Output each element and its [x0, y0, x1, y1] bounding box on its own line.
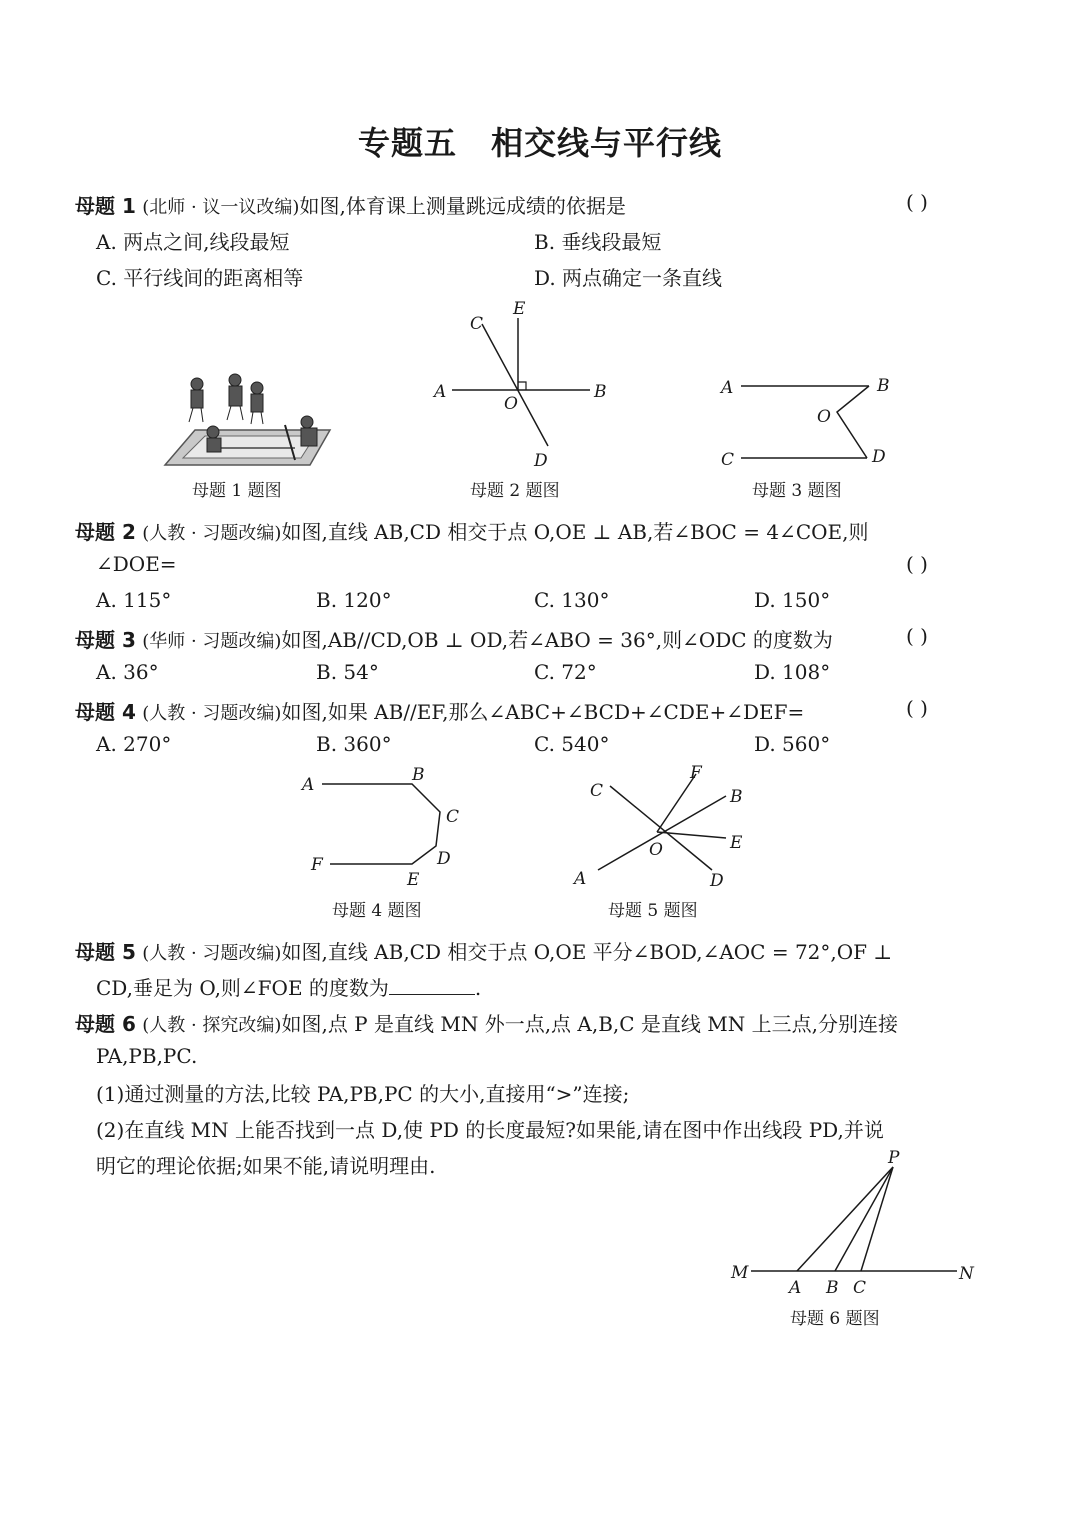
q2-stem: [75, 516, 868, 545]
fig4-label-f: F: [311, 855, 323, 875]
fig6-label-p: P: [888, 1148, 900, 1168]
figure-3: [715, 370, 905, 470]
fig6-label-m: M: [731, 1263, 749, 1283]
q2-option-d[interactable]: D. 150°: [754, 588, 831, 612]
fig3-label-a: A: [721, 378, 734, 398]
q4-option-a[interactable]: A. 270°: [96, 732, 172, 756]
fig5-caption: 母题 5 题图: [608, 901, 698, 921]
q6-sub-1: (1)通过测量的方法,比较 PA,PB,PC 的大小,直接用“>”连接;: [96, 1082, 630, 1106]
q5-text: 如图,直线 AB,CD 相交于点 O,OE 平分∠BOD,∠AOC = 72°,OF ⊥: [281, 940, 893, 964]
fig4-label-d: D: [437, 849, 451, 869]
q1-option-b[interactable]: B. 垂线段最短: [534, 230, 662, 254]
polyline-abcdef: [322, 784, 440, 864]
q4-source: (人教 · 习题改编): [142, 703, 282, 724]
q3-label: 母题 3: [75, 628, 136, 652]
q5-answer-blank[interactable]: [389, 978, 475, 995]
q6-stem: [75, 1008, 898, 1037]
segment-pb: [835, 1167, 893, 1271]
tape-area: [183, 436, 315, 458]
fig4-label-c: C: [446, 807, 460, 827]
fig5-label-c: C: [590, 781, 604, 801]
figure-1-illustration: [155, 370, 335, 470]
q6-source: (人教 · 探究改编): [142, 1015, 282, 1036]
segment-pc: [861, 1167, 893, 1271]
right-angle-mark: [518, 382, 526, 390]
q1-option-a[interactable]: A. 两点之间,线段最短: [96, 230, 290, 254]
q2-label: 母题 2: [75, 520, 136, 544]
q6-sub-2b: 明它的理论依据;如果不能,请说明理由.: [96, 1154, 436, 1178]
fig6-label-c: C: [853, 1278, 867, 1298]
q3-option-c[interactable]: C. 72°: [534, 660, 597, 684]
q1-stem: [75, 190, 626, 219]
fig3-label-c: C: [721, 450, 735, 470]
fig6-label-b: B: [826, 1278, 839, 1298]
q2-text: 如图,直线 AB,CD 相交于点 O,OE ⊥ AB,若∠BOC = 4∠COE,则: [281, 520, 869, 544]
q2-option-b[interactable]: B. 120°: [316, 588, 392, 612]
q6-label: 母题 6: [75, 1012, 136, 1036]
q4-option-b[interactable]: B. 360°: [316, 732, 392, 756]
fig4-label-b: B: [412, 765, 425, 785]
fig2-label-a: A: [434, 382, 447, 402]
q1-option-d[interactable]: D. 两点确定一条直线: [534, 266, 723, 290]
q1-label: 母题 1: [75, 194, 136, 218]
figure-4: [300, 762, 480, 892]
ray-oe: [657, 832, 726, 838]
fig3-label-b: B: [877, 376, 890, 396]
q2-option-a[interactable]: A. 115°: [96, 588, 172, 612]
q3-answer-paren[interactable]: ( ): [906, 624, 928, 648]
fig6-label-n: N: [959, 1264, 974, 1284]
q4-stem: [75, 696, 804, 725]
q1-answer-paren[interactable]: ( ): [906, 190, 928, 214]
q3-option-a[interactable]: A. 36°: [96, 660, 159, 684]
q6-text: 如图,点 P 是直线 MN 外一点,点 A,B,C 是直线 MN 上三点,分别连接: [281, 1012, 898, 1036]
title-part-1: 专题五: [357, 124, 457, 162]
fig5-label-e: E: [730, 833, 743, 853]
fig2-label-b: B: [594, 382, 607, 402]
q3-text: 如图,AB//CD,OB ⊥ OD,若∠ABO = 36°,则∠ODC 的度数为: [281, 628, 833, 652]
fig6-caption: 母题 6 题图: [790, 1309, 880, 1329]
page-title: [0, 118, 1080, 164]
q3-option-d[interactable]: D. 108°: [754, 660, 831, 684]
fig6-label-a: A: [789, 1278, 802, 1298]
fig1-caption: 母题 1 题图: [192, 481, 282, 501]
q5-source: (人教 · 习题改编): [142, 943, 282, 964]
fig3-label-d: D: [872, 447, 886, 467]
q1-text: 如图,体育课上测量跳远成绩的依据是: [299, 194, 626, 218]
q2-source: (人教 · 习题改编): [142, 523, 282, 544]
q3-source: (华师 · 习题改编): [142, 631, 282, 652]
q1-source: (北师 · 议一议改编): [142, 197, 300, 218]
q2-answer-paren[interactable]: ( ): [906, 552, 928, 576]
q5-text-2a: CD,垂足为 O,则∠FOE 的度数为: [96, 976, 389, 1000]
fig2-label-d: D: [534, 451, 548, 471]
q5-stem: [75, 936, 892, 965]
fig2-label-o: O: [504, 394, 518, 414]
fig5-label-o: O: [649, 840, 663, 860]
q5-text-2b: .: [474, 976, 482, 1000]
q5-label: 母题 5: [75, 940, 136, 964]
fig3-caption: 母题 3 题图: [752, 481, 842, 501]
fig5-label-a: A: [574, 869, 587, 889]
figure-5: [560, 760, 760, 895]
q3-option-b[interactable]: B. 54°: [316, 660, 379, 684]
line-cd: [482, 324, 548, 446]
fig5-label-f: F: [690, 763, 702, 783]
q2-text-2: ∠DOE=: [96, 552, 177, 576]
q4-text: 如图,如果 AB//EF,那么∠ABC+∠BCD+∠CDE+∠DEF=: [281, 700, 805, 724]
fig2-label-e: E: [513, 299, 526, 319]
q4-answer-paren[interactable]: ( ): [906, 696, 928, 720]
fig4-label-a: A: [302, 775, 315, 795]
fig5-label-b: B: [730, 787, 743, 807]
q4-option-c[interactable]: C. 540°: [534, 732, 610, 756]
fig2-caption: 母题 2 题图: [470, 481, 560, 501]
fig5-label-d: D: [710, 871, 724, 891]
fig4-caption: 母题 4 题图: [332, 901, 422, 921]
q4-label: 母题 4: [75, 700, 136, 724]
q6-text-2: PA,PB,PC.: [96, 1044, 198, 1068]
fig2-label-c: C: [470, 314, 484, 334]
segments-bod: [837, 386, 869, 458]
q1-option-c[interactable]: C. 平行线间的距离相等: [96, 266, 304, 290]
fig3-label-o: O: [817, 407, 831, 427]
q3-stem: [75, 624, 833, 653]
title-part-2: 相交线与平行线: [491, 124, 723, 162]
fig4-label-e: E: [407, 870, 420, 890]
q5-line-2: [96, 972, 481, 1001]
q4-option-d[interactable]: D. 560°: [754, 732, 831, 756]
q6-sub-2: (2)在直线 MN 上能否找到一点 D,使 PD 的长度最短?如果能,请在图中作出线段 PD,并说: [96, 1118, 884, 1142]
segment-pa: [797, 1167, 893, 1271]
figure-2: [430, 296, 620, 471]
figure-6: [725, 1145, 985, 1305]
q2-option-c[interactable]: C. 130°: [534, 588, 610, 612]
